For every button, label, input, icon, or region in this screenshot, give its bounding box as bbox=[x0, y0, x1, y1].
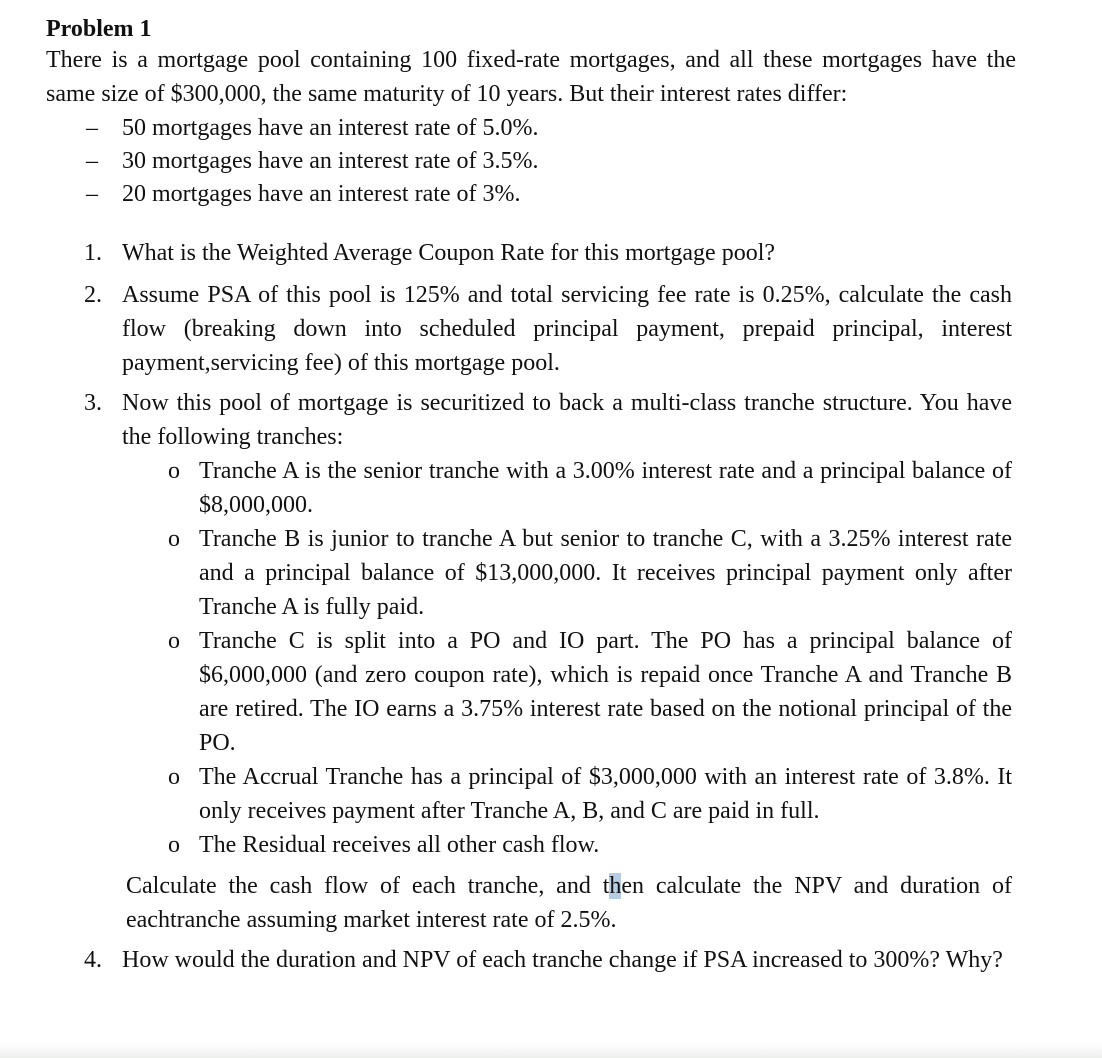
tranche-text: The Accrual Tranche has a principal of $3,000,000 with an interest rate of 3.8%. It only receives payment after Tranche A, B, and C are paid in full. bbox=[199, 764, 1012, 824]
tranche-text: Tranche C is split into a PO and IO part. The PO has a principal balance of $6,000,000 (and zero coupon rate), which is repaid once Tranche A and Tranche B are retired. The IO earns a 3.75% interest rate based on the notional principal of the PO. bbox=[199, 628, 1012, 756]
question-text: What is the Weighted Average Coupon Rate for this mortgage pool? bbox=[122, 240, 776, 266]
tranche-text: Tranche A is the senior tranche with a 3.00% interest rate and a principal balance of $8,000,000. bbox=[199, 458, 1012, 518]
list-item bbox=[46, 177, 1016, 210]
question-text: How would the duration and NPV of each tranche change if PSA increased to 300%? Why? bbox=[122, 947, 1003, 973]
rate-group-text: 20 mortgages have an interest rate of 3%. bbox=[122, 181, 521, 207]
question-number: 3. bbox=[84, 390, 102, 416]
circle-bullet-icon: o bbox=[168, 458, 180, 484]
circle-bullet-icon: o bbox=[168, 764, 180, 790]
tranche-b-item bbox=[160, 522, 1012, 624]
tranche-a-item bbox=[160, 454, 1012, 522]
bottom-edge bbox=[0, 1042, 1102, 1058]
question-2 bbox=[84, 278, 1012, 380]
tranche-text: Tranche B is junior to tranche A but senior to tranche C, with a 3.25% interest rate and a principal balance of $13,000,000. It receives principal payment only after Tranche A is fully paid. bbox=[199, 526, 1012, 620]
list-item bbox=[46, 144, 1016, 177]
residual-item bbox=[160, 828, 1012, 862]
question-4 bbox=[84, 943, 1012, 977]
question-text: Now this pool of mortgage is securitized to back a multi-class tranche structure. You have the following tranches: bbox=[122, 390, 1012, 450]
question-3 bbox=[84, 386, 1012, 454]
tranche-c-item bbox=[160, 624, 1012, 760]
calc-text-part: Calculate the cash flow of each tranche, and t bbox=[126, 873, 610, 899]
text-cursor-highlight: h bbox=[609, 873, 622, 899]
calc-text-part: en calculate the NPV and duration of eachtranche assuming market interest rate of 2.5%. bbox=[126, 873, 1012, 933]
accrual-tranche-item bbox=[160, 760, 1012, 828]
circle-bullet-icon: o bbox=[168, 526, 180, 552]
tranche-list bbox=[160, 454, 1012, 862]
question-text: Assume PSA of this pool is 125% and total servicing fee rate is 0.25%, calculate the cash flow (breaking down into scheduled principal payment, prepaid principal, interest payment,servicing fee) of this mortgage pool. bbox=[122, 282, 1012, 376]
rate-group-text: 50 mortgages have an interest rate of 5.0%. bbox=[122, 115, 539, 141]
question-number: 2. bbox=[84, 282, 102, 308]
question-number: 1. bbox=[84, 240, 102, 266]
question-1 bbox=[84, 236, 1012, 270]
list-item bbox=[46, 111, 1016, 144]
question-number: 4. bbox=[84, 947, 102, 973]
tranche-text: The Residual receives all other cash flow. bbox=[199, 832, 600, 858]
dash-bullet: – bbox=[86, 115, 98, 141]
rate-group-text: 30 mortgages have an interest rate of 3.5%. bbox=[122, 148, 539, 174]
dash-bullet: – bbox=[86, 148, 98, 174]
dash-bullet: – bbox=[86, 181, 98, 207]
calculate-instruction bbox=[126, 869, 1012, 937]
problem-intro: There is a mortgage pool containing 100 fixed-rate mortgages, and all these mortgages have the same size of $300,000, the same maturity of 10 years. But their interest rates differ: bbox=[46, 47, 1016, 107]
problem-title: Problem 1 bbox=[46, 16, 152, 42]
rate-group-list bbox=[46, 111, 1016, 210]
circle-bullet-icon: o bbox=[168, 832, 180, 858]
circle-bullet-icon: o bbox=[168, 628, 180, 654]
